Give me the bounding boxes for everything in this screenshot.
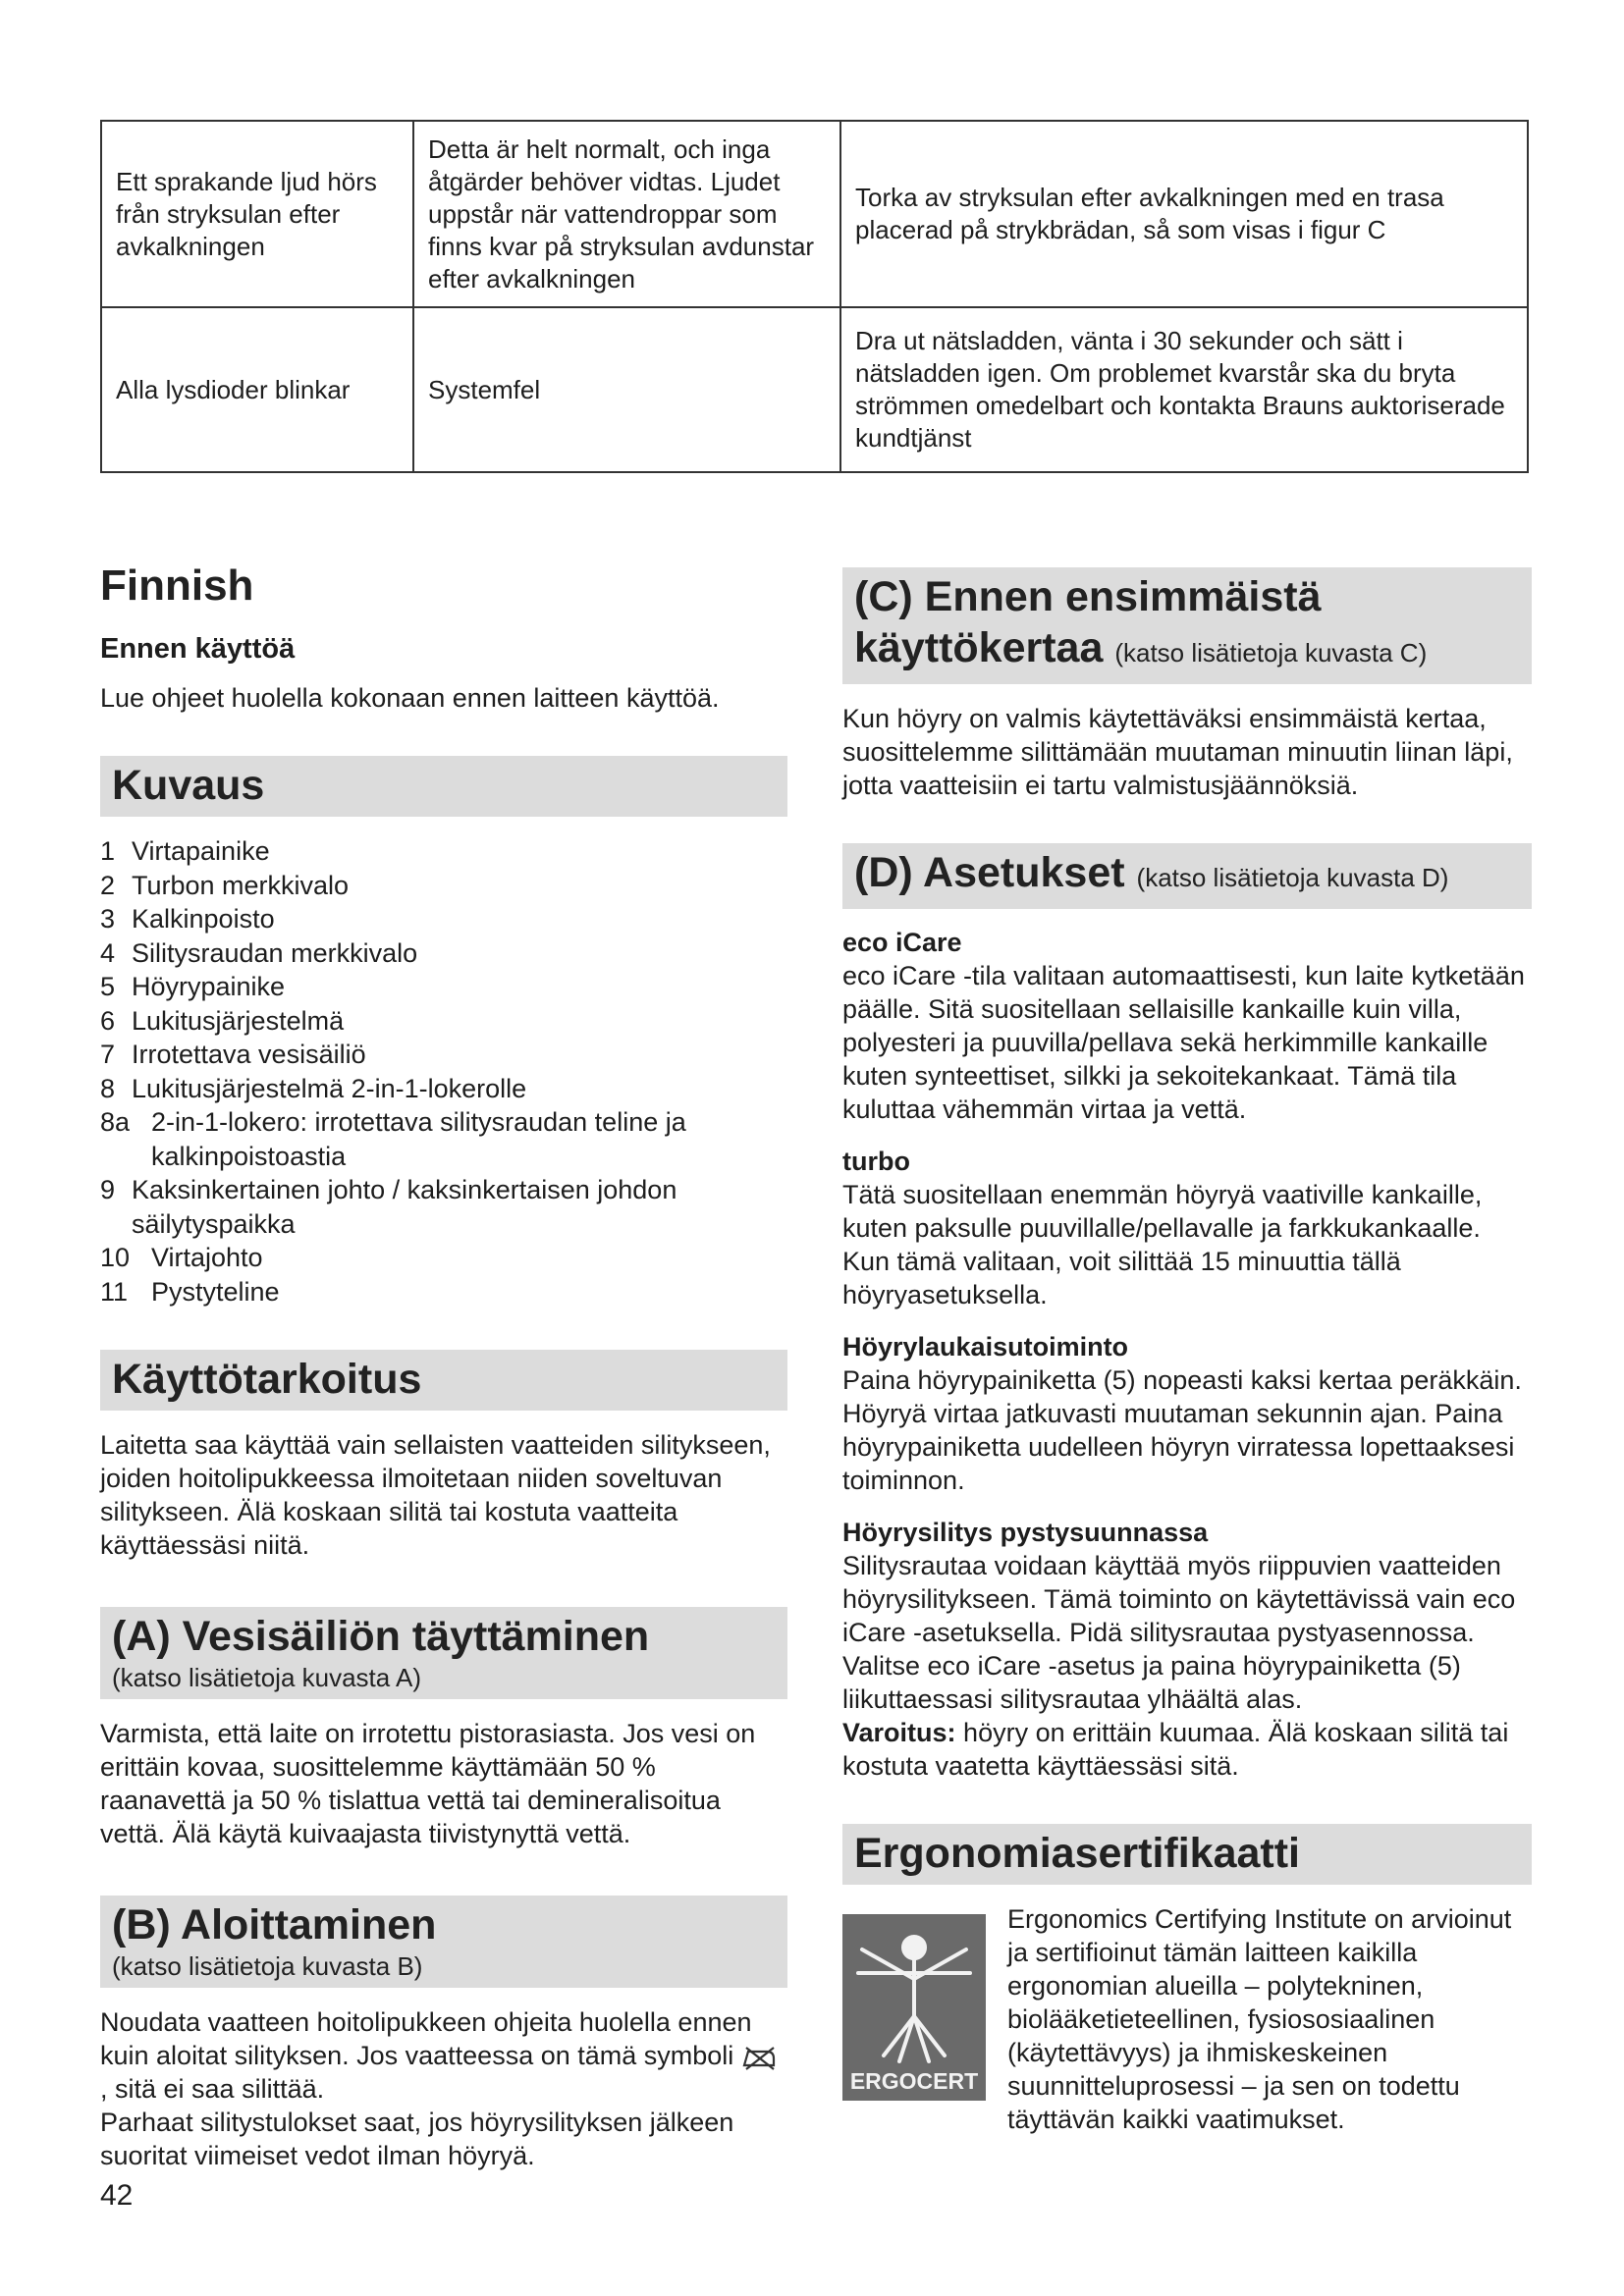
list-item-number: 8 <box>100 1073 116 1103</box>
list-item <box>100 1173 787 1241</box>
ergonomics-text: Ergonomics Certifying Institute on arvioinut ja sertifioinut tämän laitteen kaikilla ergonomian alueilla – polytekninen, biolääketieteellinen, fysiososiaalinen (käytettävyys) ja ihmiskeskeinen suunnitteluprosessi – ja sen on todettu täyttävän kaikki vaatimukset. <box>1007 1904 1512 2134</box>
turbo-text-2: Kun tämä valitaan, voit silittää 15 minuuttia tällä höyryasetuksella. <box>842 1247 1401 1309</box>
turbo-text: Tätä suositellaan enemmän höyryä vaativille kankaille, kuten paksulle puuvillalle/pellavalle ja farkkukankaalle. <box>842 1180 1483 1243</box>
list-item-text: Kalkinpoisto <box>132 904 275 934</box>
list-item-number: 6 <box>100 1005 116 1036</box>
ergocert-logo-text: ERGOCERT <box>849 2068 979 2094</box>
settings-note: (katso lisätietoja kuvasta D) <box>1136 863 1449 892</box>
vertical-steam-text: Silitysrautaa voidaan käyttää myös riippuvien vaatteiden höyrysilitykseen. Tämä toiminto on käytettävissä vain eco iCare -asetuksella. Pidä silitysrautaa pystyasennossa. Valitse eco iCare -asetus ja paina höyrypainiketta (5) liikuttaessasi silitysrautaa ylhäältä alas. <box>842 1551 1516 1714</box>
list-item <box>100 970 787 1004</box>
troubleshooting-table <box>100 120 1529 473</box>
list-item <box>100 1241 787 1275</box>
ergonomics-heading: Ergonomiasertifikaatti <box>854 1830 1300 1877</box>
turbo-heading: turbo <box>842 1147 910 1176</box>
intended-use-heading-bar <box>100 1350 787 1411</box>
starting-text <box>100 2005 787 2106</box>
parts-list <box>100 834 787 1308</box>
right-column <box>842 560 1532 2136</box>
starting-text-part1: Noudata vaatteen hoitolipukkeen ohjeita huolella ennen kuin aloitat silityksen. Jos vaatteessa on tämä symboli <box>100 2007 752 2070</box>
filling-text: Varmista, että laite on irrotettu pistorasiasta. Jos vesi on erittäin kovaa, suosittelemme käyttämään 50 % raanavettä ja 50 % tislattua vettä tai demineralisoitua vettä. Älä käytä kuivaajasta tiivistynyttä vettä. <box>100 1719 756 1848</box>
first-use-heading: (C) Ennen ensimmäistä käyttökertaa (katso lisätietoja kuvasta C) <box>854 573 1428 671</box>
list-item-text: 2-in-1-lokero: irrotettava silitysraudan teline ja kalkinpoistoastia <box>151 1107 686 1171</box>
settings-heading: (D) Asetukset (katso lisätietoja kuvasta D) <box>854 849 1449 896</box>
starting-heading: (B) Aloittaminen <box>112 1901 437 1949</box>
steam-burst-heading: Höyrylaukaisutoiminto <box>842 1332 1129 1362</box>
settings-heading-bar <box>842 843 1532 909</box>
cause-cell: Detta är helt normalt, och inga åtgärder behöver vidtas. Ljudet uppstår när vattendroppar som finns kvar på stryksulan avdunstar efter avkalkningen <box>413 121 840 307</box>
eco-icare-heading: eco iCare <box>842 928 962 957</box>
list-item <box>100 902 787 936</box>
problem-cell: Alla lysdioder blinkar <box>101 307 413 472</box>
list-item-text: Virtajohto <box>151 1243 263 1272</box>
vitruvian-figure-icon <box>842 1914 986 2101</box>
ergonomics-heading-bar <box>842 1824 1532 1885</box>
language-title: Finnish <box>100 561 254 610</box>
list-item-text: Kaksinkertainen johto / kaksinkertaisen johdon säilytyspaikka <box>132 1175 677 1239</box>
before-use-text: Lue ohjeet huolella kokonaan ennen laitteen käyttöä. <box>100 683 720 713</box>
starting-text-part2: , sitä ei saa silittää. <box>100 2074 325 2104</box>
list-item-number: 10 <box>100 1243 131 1272</box>
filling-heading: (A) Vesisäiliön täyttäminen <box>112 1613 650 1660</box>
remedy-cell: Torka av stryksulan efter avkalkningen med en trasa placerad på strykbrädan, så som visas i figur C <box>840 121 1528 307</box>
filling-heading-bar <box>100 1607 787 1699</box>
list-item-text: Virtapainike <box>132 836 270 866</box>
list-item-number: 3 <box>100 904 116 934</box>
list-item <box>100 1004 787 1039</box>
ergocert-logo <box>842 1914 986 2101</box>
list-item <box>100 1275 787 1309</box>
list-item-text: Irrotettava vesisäiliö <box>132 1040 366 1069</box>
list-item-text: Höyrypainike <box>132 972 286 1001</box>
warning-label: Varoitus: <box>842 1718 956 1747</box>
table-row <box>101 121 1528 307</box>
list-item <box>100 834 787 869</box>
left-column <box>100 560 787 2172</box>
list-item-number: 4 <box>100 937 116 968</box>
warning-text: Varoitus: höyry on erittäin kuumaa. Älä koskaan silitä tai kostuta vaatetta käyttäessäsi sitä. <box>842 1718 1509 1781</box>
starting-text-2: Parhaat silitystulokset saat, jos höyrysilityksen jälkeen suoritat viimeiset vedot ilman höyryä. <box>100 2108 734 2170</box>
ergonomics-row <box>842 1902 1532 2136</box>
filling-note: (katso lisätietoja kuvasta A) <box>112 1663 422 1692</box>
first-use-text: Kun höyry on valmis käytettäväksi ensimmäistä kertaa, suosittelemme silittämään muutaman minuutin liinan läpi, jotta vaatteisiin ei tartu valmistusjäännöksiä. <box>842 704 1513 800</box>
before-use-heading: Ennen käyttöä <box>100 633 296 665</box>
list-item-text: Lukitusjärjestelmä <box>132 1005 345 1036</box>
list-item-text: Turbon merkkivalo <box>132 870 350 900</box>
page-number: 42 <box>100 2179 134 2212</box>
list-item <box>100 1072 787 1106</box>
list-item-number: 1 <box>100 836 116 866</box>
table-row <box>101 307 1528 472</box>
first-use-heading-bar <box>842 567 1532 684</box>
do-not-iron-icon <box>741 2044 777 2071</box>
starting-heading-bar <box>100 1896 787 1988</box>
list-item-number: 8a <box>100 1107 131 1137</box>
list-item-number: 5 <box>100 972 116 1001</box>
list-item <box>100 936 787 971</box>
vertical-steam-heading: Höyrysilitys pystysuunnassa <box>842 1518 1209 1547</box>
first-use-note: (katso lisätietoja kuvasta C) <box>1114 638 1428 667</box>
list-item <box>100 1038 787 1072</box>
description-heading: Kuvaus <box>112 762 265 809</box>
intended-use-text: Laitetta saa käyttää vain sellaisten vaatteiden silitykseen, joiden hoitolipukkeessa ilmoitetaan niiden soveltuvan silitykseen. Älä koskaan silitä tai kostuta vaatteita käyttäessäsi niitä. <box>100 1430 771 1560</box>
starting-note: (katso lisätietoja kuvasta B) <box>112 1951 423 1981</box>
list-item <box>100 1105 787 1173</box>
problem-cell: Ett sprakande ljud hörs från stryksulan efter avkalkningen <box>101 121 413 307</box>
list-item-number: 7 <box>100 1040 116 1069</box>
eco-icare-text: eco iCare -tila valitaan automaattisesti, kun laite kytketään päälle. Sitä suositellaan sellaisille kankaille kuin villa, polyesteri ja puuvilla/pellava sekä herkimmille kankaille kuten synteettiset, silkki ja sekoitekankaat. Tämä tila kuluttaa vähemmän virtaa ja vettä. <box>842 961 1525 1124</box>
list-item-number: 11 <box>100 1276 129 1307</box>
list-item <box>100 869 787 903</box>
intended-use-heading: Käyttötarkoitus <box>112 1356 422 1403</box>
steam-burst-text: Paina höyrypainiketta (5) nopeasti kaksi kertaa peräkkäin. Höyryä virtaa jatkuvasti muutaman sekunnin ajan. Paina höyrypainiketta uudelleen höyryn virratessa lopettaaksesi toiminnon. <box>842 1365 1522 1495</box>
list-item-text: Silitysraudan merkkivalo <box>132 937 418 968</box>
list-item-number: 2 <box>100 870 116 900</box>
list-item-text: Pystyteline <box>151 1276 280 1307</box>
list-item-number: 9 <box>100 1175 116 1204</box>
description-heading-bar <box>100 756 787 817</box>
list-item-text: Lukitusjärjestelmä 2-in-1-lokerolle <box>132 1073 527 1103</box>
cause-cell: Systemfel <box>413 307 840 472</box>
remedy-cell: Dra ut nätsladden, vänta i 30 sekunder och sätt i nätsladden igen. Om problemet kvarstår ska du bryta strömmen omedelbart och kontakta Brauns auktoriserade kundtjänst <box>840 307 1528 472</box>
